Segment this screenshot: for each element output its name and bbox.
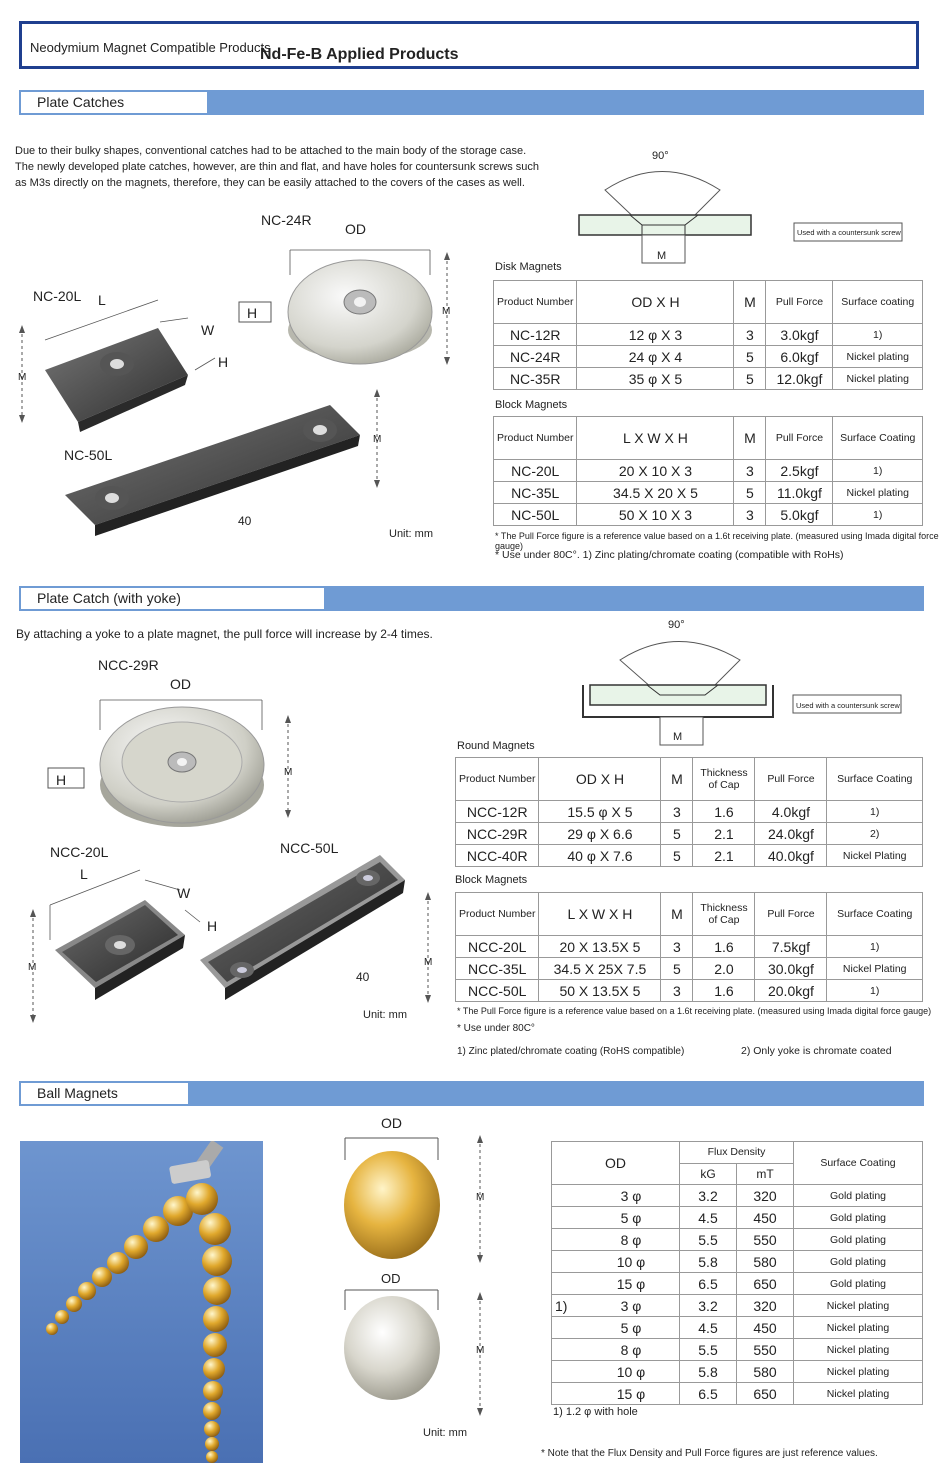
screw-note: Used with a countersunk screw	[796, 701, 900, 710]
cell: 2.1	[693, 845, 755, 867]
label-m1: M	[442, 306, 451, 317]
cell: 3	[734, 460, 766, 482]
col-header: Surface Coating	[833, 417, 923, 460]
section-title: Ball Magnets	[21, 1083, 188, 1104]
cell: 550	[737, 1339, 794, 1361]
table-row	[456, 980, 923, 1002]
col-header: Surface Coating	[827, 893, 923, 936]
cell: 5	[734, 346, 766, 368]
label-od-nickel: OD	[381, 1271, 401, 1286]
block-table-yoke	[455, 892, 923, 1002]
cell: 3	[661, 936, 693, 958]
cell: NCC-12R	[456, 801, 539, 823]
cell: Nickel Plating	[827, 845, 923, 867]
cell: NC-20L	[494, 460, 577, 482]
cell: 3	[734, 324, 766, 346]
label-od-gold: OD	[381, 1115, 402, 1131]
table-row	[552, 1185, 923, 1207]
col-header: L X W X H	[577, 417, 734, 460]
table-row	[456, 936, 923, 958]
col-header: Pull Force	[755, 893, 827, 936]
label-h1: H	[56, 772, 67, 788]
cell: 3.2	[680, 1185, 737, 1207]
cell: 580	[737, 1361, 794, 1383]
col-header: OD X H	[539, 758, 661, 801]
table-row	[494, 460, 923, 482]
cell: 12 φ X 3	[577, 324, 734, 346]
cell: 2.5kgf	[766, 460, 833, 482]
header-title: Nd-Fe-B Applied Products	[260, 46, 459, 63]
table-row	[552, 1295, 923, 1317]
cell: 580	[737, 1251, 794, 1273]
label-length: 40	[238, 514, 252, 528]
note: * Use under 80C°. 1) Zinc plating/chromate coating (compatible with RoHs)	[495, 549, 844, 561]
cell: 1)	[827, 980, 923, 1002]
col-header: Product Number	[456, 893, 539, 936]
m-label: M	[673, 731, 683, 743]
desc-line: The newly developed plate catches, however, are thin and flat, and have holes for countersunk screws such	[15, 161, 540, 173]
cell: 4.0kgf	[755, 801, 827, 823]
cell: NCC-20L	[456, 936, 539, 958]
cell: 40 φ X 7.6	[539, 845, 661, 867]
screw-note: Used with a countersunk screw	[797, 228, 901, 237]
col-header: OD X H	[577, 281, 734, 324]
cell: 2.0	[693, 958, 755, 980]
cell: 3.2	[680, 1295, 737, 1317]
col-header: M	[734, 417, 766, 460]
cell: 1.6	[693, 936, 755, 958]
cell: 450	[737, 1207, 794, 1229]
footnote: 2) Only yoke is chromate coated	[741, 1045, 892, 1057]
label-h2: H	[207, 918, 218, 934]
label-ncc20l: NCC-20L	[50, 844, 109, 860]
cell: 20 X 13.5X 5	[539, 936, 661, 958]
cell: 320	[737, 1295, 794, 1317]
table-row	[552, 1339, 923, 1361]
cell: 5	[734, 368, 766, 390]
cell: NCC-35L	[456, 958, 539, 980]
cell: 5	[661, 823, 693, 845]
col-header: Pull Force	[766, 281, 833, 324]
cell: 3	[734, 504, 766, 526]
angle-label: 90°	[668, 619, 685, 631]
cell: NC-12R	[494, 324, 577, 346]
disk-title: Disk Magnets	[495, 261, 562, 273]
table-row	[494, 324, 923, 346]
cell: 50 X 13.5X 5	[539, 980, 661, 1002]
cell: 24.0kgf	[755, 823, 827, 845]
label-m3: M	[373, 434, 382, 445]
cell: Gold plating	[794, 1251, 923, 1273]
col-header: Pull Force	[766, 417, 833, 460]
col-header: Surface Coating	[827, 758, 923, 801]
cell	[552, 1207, 584, 1229]
label-m3: M	[424, 957, 433, 968]
cell: 20.0kgf	[755, 980, 827, 1002]
cell: Nickel plating	[794, 1339, 923, 1361]
label-w: W	[177, 885, 191, 901]
cell: 2)	[827, 823, 923, 845]
footnote: 1) Zinc plated/chromate coating (RoHS compatible)	[457, 1046, 685, 1057]
cell: Gold plating	[794, 1273, 923, 1295]
cell: 8 φ	[583, 1339, 680, 1361]
cell: Nickel plating	[833, 482, 923, 504]
cell: 1.6	[693, 980, 755, 1002]
cell: 6.0kgf	[766, 346, 833, 368]
cell: Nickel plating	[833, 368, 923, 390]
cell: NC-35R	[494, 368, 577, 390]
table-row	[552, 1317, 923, 1339]
table-row	[552, 1361, 923, 1383]
table-row	[494, 368, 923, 390]
table-row	[456, 801, 923, 823]
cell: 34.5 X 25X 7.5	[539, 958, 661, 980]
label-ncc50l: NCC-50L	[280, 840, 339, 856]
header-subtitle: Neodymium Magnet Compatible Products	[30, 40, 271, 55]
unit-label: Unit: mm	[389, 528, 433, 540]
cell	[552, 1339, 584, 1361]
cell	[552, 1361, 584, 1383]
label-m1: M	[284, 767, 293, 778]
angle-label: 90°	[652, 150, 669, 162]
cell: 12.0kgf	[766, 368, 833, 390]
col-header: kG	[680, 1163, 737, 1185]
col-header: mT	[737, 1163, 794, 1185]
label-nc24r: NC-24R	[261, 212, 312, 228]
cell: Nickel Plating	[827, 958, 923, 980]
cell: 7.5kgf	[755, 936, 827, 958]
cell: 6.5	[680, 1383, 737, 1405]
cell	[552, 1229, 584, 1251]
cell: Nickel plating	[794, 1361, 923, 1383]
section-title: Plate Catches	[21, 92, 207, 113]
cell	[552, 1273, 584, 1295]
desc-line: as M3s directly on the magnets, therefore, they can be easily attached to the covers of the cases as well.	[15, 177, 525, 189]
block-title: Block Magnets	[495, 399, 568, 411]
cell	[552, 1383, 584, 1405]
cell	[552, 1185, 584, 1207]
cell: 1)	[827, 801, 923, 823]
section1-description	[15, 143, 575, 191]
cell: Nickel plating	[794, 1383, 923, 1405]
ball-chain-photo	[20, 1141, 263, 1463]
table-row	[456, 823, 923, 845]
ball-magnets-illustration	[330, 1130, 495, 1435]
cell: 1)	[833, 504, 923, 526]
cell: 10 φ	[583, 1251, 680, 1273]
cell: NC-35L	[494, 482, 577, 504]
cell: 5.0kgf	[766, 504, 833, 526]
cell: 650	[737, 1273, 794, 1295]
disk-table	[493, 280, 923, 390]
label-w: W	[201, 322, 215, 338]
col-header: Thickness of Cap	[693, 758, 755, 801]
countersink-diagram	[570, 145, 910, 270]
cell: Nickel plating	[794, 1317, 923, 1339]
col-header: Pull Force	[755, 758, 827, 801]
cell: 5.8	[680, 1251, 737, 1273]
block-title: Block Magnets	[455, 874, 528, 886]
table-row	[456, 845, 923, 867]
cell	[552, 1317, 584, 1339]
section2-description: By attaching a yoke to a plate magnet, the pull force will increase by 2-4 times.	[16, 627, 433, 641]
col-header: OD	[552, 1142, 680, 1185]
cell: 35 φ X 5	[577, 368, 734, 390]
cell: 450	[737, 1317, 794, 1339]
cell: 5.5	[680, 1229, 737, 1251]
cell: 11.0kgf	[766, 482, 833, 504]
cell: Gold plating	[794, 1229, 923, 1251]
col-header: M	[661, 893, 693, 936]
cell: 2.1	[693, 823, 755, 845]
cell: Gold plating	[794, 1207, 923, 1229]
col-header: L X W X H	[539, 893, 661, 936]
ball-table	[551, 1141, 923, 1405]
cell: 24 φ X 4	[577, 346, 734, 368]
col-header: Surface Coating	[794, 1142, 923, 1185]
note: * Use under 80C°	[457, 1023, 535, 1034]
cell: NC-24R	[494, 346, 577, 368]
label-od: OD	[345, 221, 366, 237]
note: * The Pull Force figure is a reference value based on a 1.6t receiving plate. (measured using Imada digital force gauge)	[457, 1006, 932, 1016]
cell: 1)	[827, 936, 923, 958]
cell: 15 φ	[583, 1383, 680, 1405]
table-row	[552, 1273, 923, 1295]
table-row	[494, 504, 923, 526]
cell: 29 φ X 6.6	[539, 823, 661, 845]
label-nc20l: NC-20L	[33, 288, 82, 304]
label-nc50l: NC-50L	[64, 447, 113, 463]
cell: 5	[661, 958, 693, 980]
cell: 15 φ	[583, 1273, 680, 1295]
cell: 3 φ	[583, 1295, 680, 1317]
cell: NC-50L	[494, 504, 577, 526]
col-header: Flux Density	[680, 1142, 794, 1164]
block-table	[493, 416, 923, 526]
unit-label: Unit: mm	[363, 1009, 407, 1021]
table-row	[552, 1207, 923, 1229]
desc-line: Due to their bulky shapes, conventional catches had to be attached to the main body of the storage case.	[15, 145, 527, 157]
cell: 8 φ	[583, 1229, 680, 1251]
cell: 3	[661, 801, 693, 823]
cell: 550	[737, 1229, 794, 1251]
table-row	[552, 1229, 923, 1251]
cell: 1)	[552, 1295, 584, 1317]
table-row	[494, 482, 923, 504]
section-title: Plate Catch (with yoke)	[21, 588, 324, 609]
cell: Nickel plating	[833, 346, 923, 368]
col-header: Product Number	[494, 417, 577, 460]
cell: 40.0kgf	[755, 845, 827, 867]
table-row	[494, 346, 923, 368]
cell: 30.0kgf	[755, 958, 827, 980]
label-length: 40	[356, 970, 370, 984]
label-ncc29r: NCC-29R	[98, 657, 159, 673]
label-l: L	[98, 292, 106, 308]
footnote: 1) 1.2 φ with hole	[553, 1406, 638, 1418]
cell: 3 φ	[583, 1185, 680, 1207]
label-h1: H	[247, 305, 258, 321]
cell: 5 φ	[583, 1317, 680, 1339]
cell: 650	[737, 1383, 794, 1405]
cell: 1)	[833, 324, 923, 346]
cell: 5	[734, 482, 766, 504]
section-band-plate-catches	[19, 90, 924, 115]
col-header: M	[734, 281, 766, 324]
yoke-illustration	[20, 690, 450, 1030]
cell: 15.5 φ X 5	[539, 801, 661, 823]
cell: NCC-50L	[456, 980, 539, 1002]
cell: NCC-40R	[456, 845, 539, 867]
unit-label: Unit: mm	[423, 1427, 467, 1439]
cell	[552, 1251, 584, 1273]
m-label: M	[657, 250, 667, 262]
table-row	[552, 1251, 923, 1273]
col-header: Product Number	[456, 758, 539, 801]
cell: 50 X 10 X 3	[577, 504, 734, 526]
table-row	[552, 1383, 923, 1405]
cell: 3.0kgf	[766, 324, 833, 346]
cell: 20 X 10 X 3	[577, 460, 734, 482]
cell: 5 φ	[583, 1207, 680, 1229]
cell: 10 φ	[583, 1361, 680, 1383]
label-m2: M	[18, 372, 27, 383]
cell: Gold plating	[794, 1185, 923, 1207]
col-header: Thickness of Cap	[693, 893, 755, 936]
label-od: OD	[170, 676, 191, 692]
label-m2: M	[28, 962, 37, 973]
footnote: * Note that the Flux Density and Pull Force figures are just reference values.	[541, 1448, 878, 1459]
table-row	[456, 958, 923, 980]
yoke-diagram	[575, 615, 915, 750]
col-header: Surface coating	[833, 281, 923, 324]
cell: Nickel plating	[794, 1295, 923, 1317]
cell: 6.5	[680, 1273, 737, 1295]
label-l: L	[80, 866, 88, 882]
cell: 5.5	[680, 1339, 737, 1361]
cell: 4.5	[680, 1317, 737, 1339]
section-band-plate-catch-yoke	[19, 586, 924, 611]
col-header: Product Number	[494, 281, 577, 324]
note: * The Pull Force figure is a reference value based on a 1.6t receiving plate. (measured using Imada digital force gauge)	[495, 531, 939, 551]
round-title: Round Magnets	[457, 740, 535, 752]
cell: 320	[737, 1185, 794, 1207]
cell: 1.6	[693, 801, 755, 823]
col-header: M	[661, 758, 693, 801]
round-table	[455, 757, 923, 867]
cell: 4.5	[680, 1207, 737, 1229]
cell: 5.8	[680, 1361, 737, 1383]
cell: 34.5 X 20 X 5	[577, 482, 734, 504]
cell: 5	[661, 845, 693, 867]
cell: NCC-29R	[456, 823, 539, 845]
label-m1: M	[476, 1192, 485, 1203]
cell: 3	[661, 980, 693, 1002]
cell: 1)	[833, 460, 923, 482]
label-h2: H	[218, 354, 229, 370]
label-m2: M	[476, 1345, 485, 1356]
section-band-ball-magnets	[19, 1081, 924, 1106]
